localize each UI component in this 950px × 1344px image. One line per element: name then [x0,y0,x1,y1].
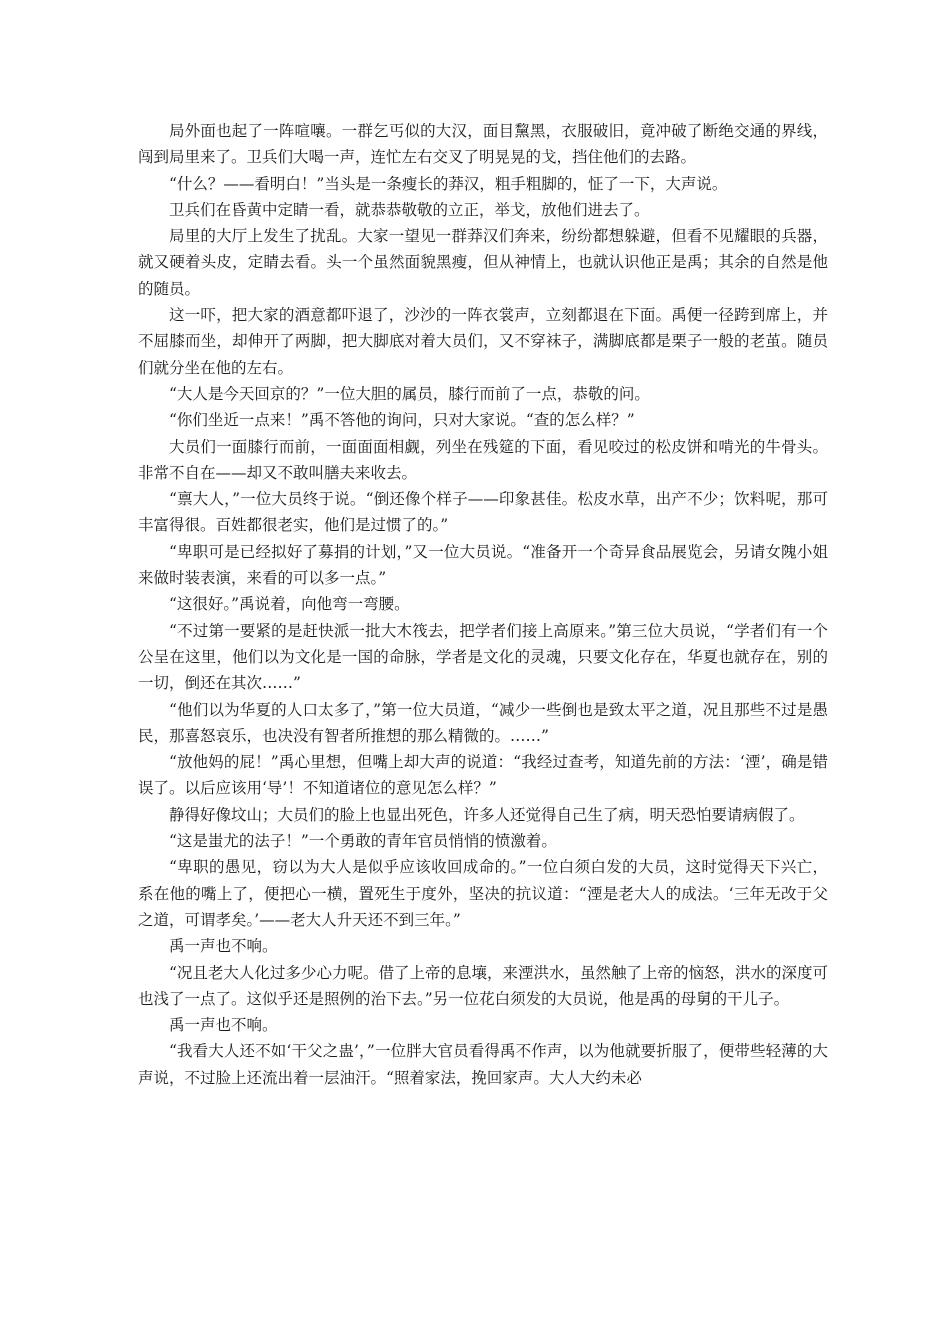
paragraph: “什么？——看明白！”当头是一条瘦长的莽汉，粗手粗脚的，怔了一下，大声说。 [169,174,728,193]
paragraph: 禹一声也不响。 [169,937,278,956]
paragraph: “你们坐近一点来！”禹不答他的询问，只对大家说。“查的怎么样？” [169,411,635,430]
paragraph: 大员们一面膝行而前，一面面面相觑，列坐在残筵的下面，看见咬过的松皮饼和啃光的牛骨头。非常不自在——却又不敢叫膳夫来收去。 [138,437,828,482]
paragraph: “他们以为华夏的人口太多了，”第一位大员道，“减少一些倒也是致太平之道，况且那些不过是愚民，那喜怒哀乐，也决没有智者所推想的那么精微的。……” [138,700,828,745]
paragraph: 局外面也起了一阵喧嚷。一群乞丐似的大汉，面目黧黑，衣服破旧，竟冲破了断绝交通的界线，闯到局里来了。卫兵们大喝一声，连忙左右交叉了明晃晃的戈，挡住他们的去路。 [138,122,828,167]
paragraph: “我看大人还不如‘干父之蛊’，”一位胖大官员看得禹不作声，以为他就要折服了，便带些轻薄的大声说，不过脸上还流出着一层油汗。“照着家法，挽回家声。大人大约未必 [138,1042,828,1087]
paragraph: “卑职可是已经拟好了募捐的计划，”又一位大员说。“准备开一个奇异食品展览会，另请女隗小姐来做时装表演，来看的可以多一点。” [138,542,828,588]
paragraph: 静得好像坟山；大员们的脸上也显出死色，许多人还觉得自己生了病，明天恐怕要请病假了。 [169,805,805,824]
document-body [138,118,828,1091]
paragraph: “不过第一要紧的是赶快派一批大木筏去，把学者们接上高原来。”第三位大员说，“学者们有一个公呈在这里，他们以为文化是一国的命脉，学者是文化的灵魂，只要文化存在，华夏也就存在，别的一切，倒还在其次……” [138,621,828,693]
paragraph: “大人是今天回京的？”一位大胆的属员，膝行而前了一点，恭敬的问。 [169,384,650,403]
paragraph: 卫兵们在昏黄中定睛一看，就恭恭敬敬的立正，举戈，放他们进去了。 [169,200,650,219]
paragraph: “这是蚩尤的法子！”一个勇敢的青年官员悄悄的愤激着。 [169,832,557,851]
paragraph: 禹一声也不响。 [169,1016,278,1035]
paragraph: “禀大人，”一位大员终于说。“倒还像个样子——印象甚佳。松皮水草，出产不少；饮料呢，那可丰富得很。百姓都很老实，他们是过惯了的。” [138,490,828,535]
paragraph: “这很好。”禹说着，向他弯一弯腰。 [169,595,410,614]
paragraph: “放他妈的屁！”禹心里想，但嘴上却大声的说道：“我经过查考，知道先前的方法：‘湮’，确是错误了。以后应该用‘导’！不知道诸位的意见怎么样？” [138,753,828,798]
paragraph: “卑职的愚见，窃以为大人是似乎应该收回成命的。”一位白须白发的大员，这时觉得天下兴亡，系在他的嘴上了，便把心一横，置死生于度外，坚决的抗议道：“湮是老大人的成法。‘三年无改于父之道，可谓孝矣。’——老大人升天还不到三年。” [138,858,828,929]
paragraph: “况且老大人化过多少心力呢。借了上帝的息壤，来湮洪水，虽然触了上帝的恼怒，洪水的深度可也浅了一点了。这似乎还是照例的治下去。”另一位花白须发的大员说，他是禹的母舅的干儿子。 [138,963,828,1008]
paragraph: 局里的大厅上发生了扰乱。大家一望见一群莽汉们奔来，纷纷都想躲避，但看不见耀眼的兵器，就又硬着头皮，定睛去看。头一个虽然面貌黑瘦，但从神情上，也就认识他正是禹；其余的自然是他的随员。 [138,227,828,298]
paragraph: 这一吓，把大家的酒意都吓退了，沙沙的一阵衣裳声，立刻都退在下面。禹便一径跨到席上，并不屈膝而坐，却伸开了两脚，把大脚底对着大员们，又不穿袜子，满脚底都是栗子一般的老茧。随员们就分坐在他的左右。 [138,306,828,377]
